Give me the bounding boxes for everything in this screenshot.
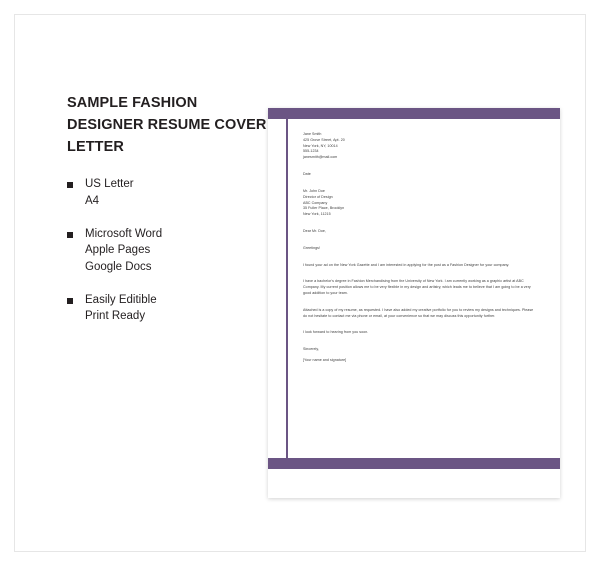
recipient-line: 35 Fuller Place, Brooklyn: [303, 206, 345, 211]
sender-line: Jane Smith: [303, 132, 322, 136]
recipient-line: Director of Design: [303, 194, 333, 199]
closing-block: [303, 347, 538, 364]
sender-address-block: [303, 132, 538, 161]
sender-line: 425 Grove Street, Apt. 20: [303, 137, 345, 142]
feature-group-formats: [67, 176, 277, 209]
feature-line: Easily Editible: [85, 293, 157, 306]
greeting-block: [303, 246, 538, 252]
salutation-block: [303, 229, 538, 235]
square-bullet-icon: [67, 182, 73, 188]
recipient-line: Mr. John Doe: [303, 188, 325, 193]
recipient-line: ABC Company: [303, 200, 328, 205]
greeting-line: Greetings!: [303, 245, 321, 250]
date-line: Date: [303, 172, 311, 177]
salutation-line: Dear Mr. Doe,: [303, 228, 327, 233]
template-preview-canvas: [14, 14, 586, 552]
square-bullet-icon: [67, 232, 73, 238]
recipient-address-block: [303, 189, 538, 218]
square-bullet-icon: [67, 298, 73, 304]
signature-line: [Your name and signature]: [303, 358, 347, 363]
document-top-accent-bar: [268, 108, 560, 119]
document-left-accent-rule: [286, 119, 288, 458]
sender-line: New York, NY, 10014: [303, 143, 338, 148]
recipient-line: New York, 11215: [303, 212, 331, 217]
letter-paragraph: [303, 330, 538, 336]
feature-line: US Letter: [85, 178, 134, 191]
feature-group-editability: [67, 292, 277, 325]
feature-group-applications: [67, 226, 277, 276]
closing-line: Sincerely,: [303, 347, 320, 352]
letter-paragraph: [303, 279, 538, 296]
paragraph-text: I found your ad on the New York Gazette and I am interested in applying for the post as a Fashion Designer for your company.: [303, 262, 510, 267]
paragraph-text: I have a bachelor's degree in Fashion Merchandising from the University of New York. I am currently working as a graphic artist at ABC Company. My current position allows me to be very flexible in my design and artistry, which leads me to believe that I am going to be a very good addition to your team.: [303, 279, 531, 295]
feature-line: Microsoft Word: [85, 227, 163, 240]
promo-title: SAMPLE FASHION DESIGNER RESUME COVER LETTER: [67, 95, 267, 155]
feature-line: Google Docs: [85, 260, 152, 273]
letter-paragraph: [303, 263, 538, 269]
document-body: [303, 132, 538, 375]
paragraph-text: I look forward to hearing from you soon.: [303, 330, 369, 335]
paragraph-text: Attached is a copy of my resume, as requested. I have also added my creative portfolio for you to review my designs and techniques. Please do not hesitate to contact me via phone or email, at your convenience so that we may discuss this opportunity further.: [303, 307, 534, 318]
date-block: [303, 172, 538, 178]
promo-column: [67, 93, 277, 341]
feature-line: Apple Pages: [85, 244, 151, 257]
sender-line: janesmith@mail.com: [303, 155, 338, 160]
feature-line: A4: [85, 194, 100, 207]
document-bottom-accent-bar: [268, 458, 560, 469]
feature-line: Print Ready: [85, 310, 146, 323]
sender-line: 555-1234: [303, 149, 319, 154]
letter-paragraph: [303, 308, 538, 320]
cover-letter-document[interactable]: [268, 108, 560, 498]
